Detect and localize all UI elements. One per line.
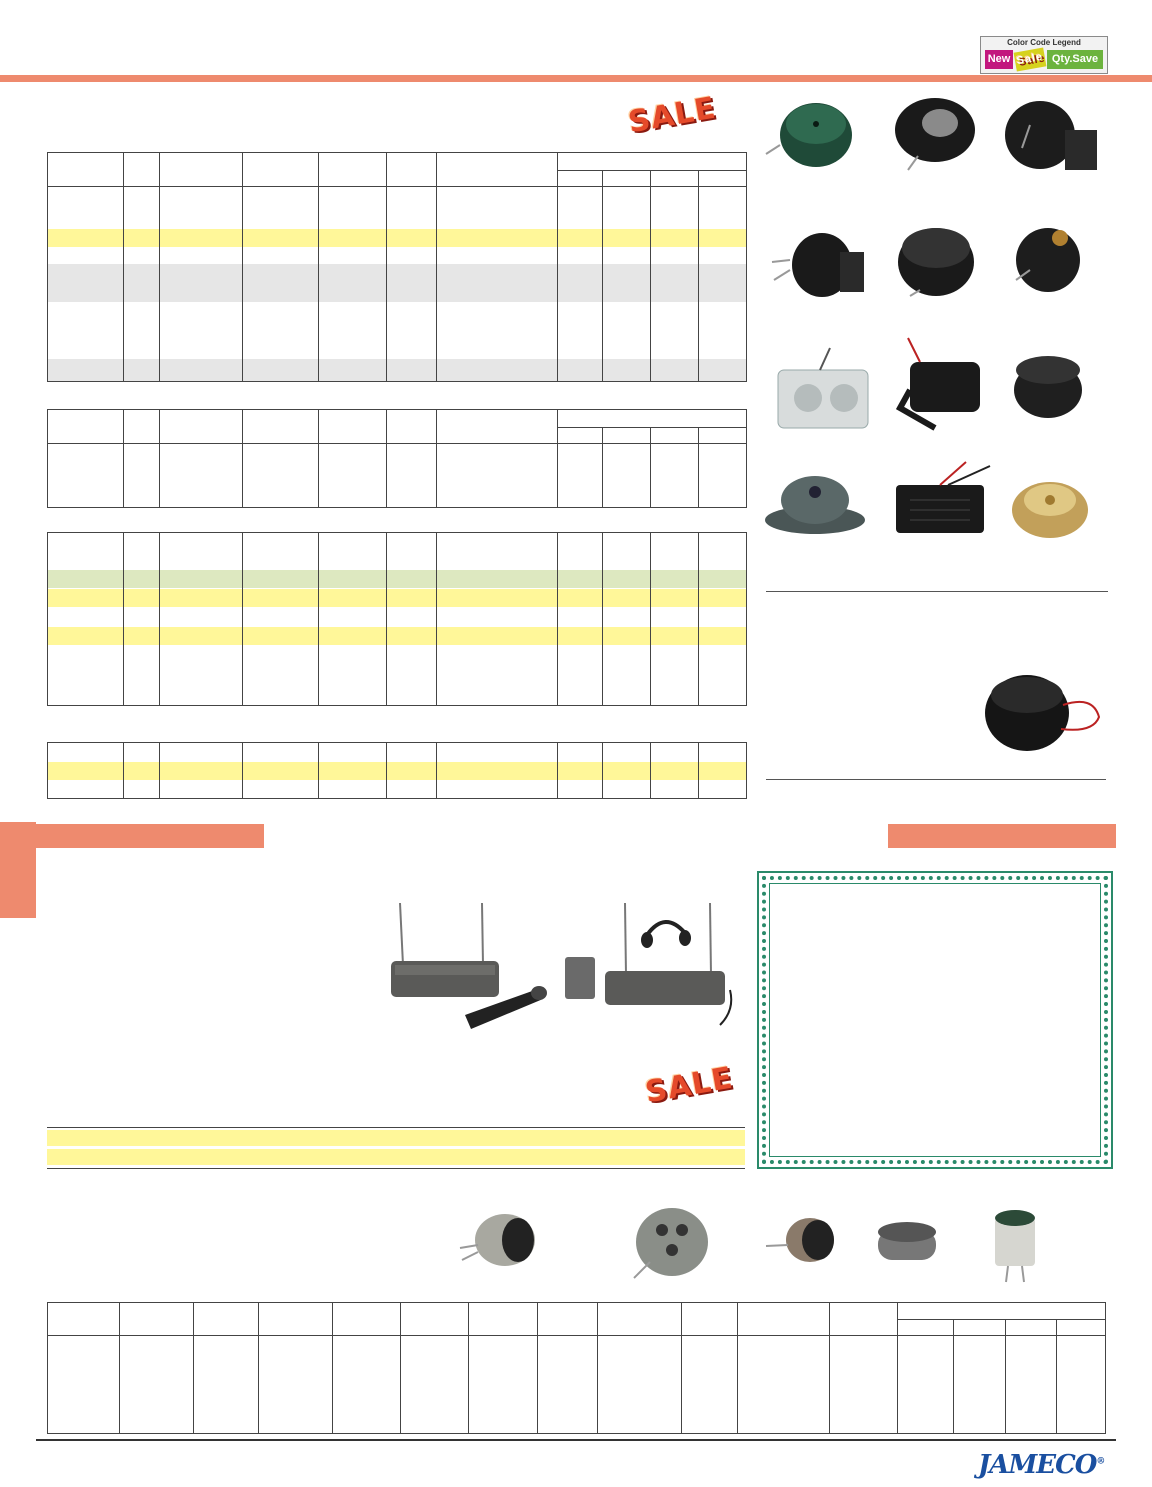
mic-capsule-photos bbox=[450, 1200, 1050, 1290]
greek-key-bordered-box bbox=[757, 871, 1113, 1169]
black-buzzer-bracket-photo bbox=[1005, 101, 1097, 170]
black-piezo-photo bbox=[895, 98, 975, 170]
divider bbox=[766, 779, 1106, 780]
registered-mark: ® bbox=[1096, 1456, 1105, 1467]
siren-bracket-photo bbox=[900, 338, 980, 428]
side-tab bbox=[0, 822, 36, 918]
black-box-buzzer-photo bbox=[896, 462, 990, 533]
black-round-buzzer-photo bbox=[898, 228, 974, 296]
buzzer-table-1 bbox=[47, 152, 747, 382]
sale-badge-top: SALE bbox=[625, 90, 719, 141]
electret-mic-1-photo bbox=[460, 1214, 535, 1266]
wireless-mic-table bbox=[47, 1127, 745, 1169]
buzzer-table-3 bbox=[47, 532, 747, 706]
color-code-legend bbox=[980, 36, 1108, 74]
mic-capsule-table bbox=[47, 1302, 1106, 1434]
gray-dual-siren-photo bbox=[778, 348, 868, 428]
legend-qty-save-chip: Qty.Save bbox=[1047, 50, 1103, 69]
sale-badge-mid: SALE bbox=[642, 1060, 736, 1111]
row-sale bbox=[47, 1149, 745, 1165]
section-bar-right bbox=[888, 824, 1116, 848]
legend-new-chip: New bbox=[985, 50, 1013, 69]
row-sale bbox=[48, 762, 746, 780]
row-sale bbox=[48, 627, 746, 645]
wireless-mic-photos bbox=[385, 895, 750, 1045]
row-sale bbox=[47, 1130, 745, 1146]
electret-mic-3-photo bbox=[766, 1218, 834, 1262]
metal-transducer-photo bbox=[1012, 482, 1088, 538]
buzzer-photo-grid bbox=[760, 90, 1110, 550]
wireless-headset-mic-system-photo bbox=[565, 903, 731, 1025]
section-bar-left bbox=[36, 824, 264, 848]
legend-sale-chip: Sale bbox=[1014, 48, 1047, 72]
electret-mic-2-photo bbox=[634, 1208, 708, 1278]
gray-flange-buzzer-photo bbox=[765, 476, 865, 534]
buzzer-table-2 bbox=[47, 409, 747, 508]
divider bbox=[766, 591, 1108, 592]
row-sale bbox=[48, 589, 746, 607]
row-sale bbox=[48, 229, 746, 247]
wireless-handheld-mic-system-photo bbox=[391, 903, 547, 1029]
trimmer-buzzer-photo bbox=[1016, 228, 1080, 292]
black-buzzer-pins-photo bbox=[772, 233, 864, 297]
buzzer-table-4 bbox=[47, 742, 747, 799]
black-transducer-photo bbox=[1014, 356, 1082, 418]
green-buzzer-photo bbox=[766, 103, 852, 167]
price-header-divider bbox=[557, 170, 746, 171]
top-accent-bar bbox=[0, 75, 1152, 82]
electret-mic-5-photo bbox=[995, 1210, 1035, 1282]
electret-mic-4-photo bbox=[878, 1222, 936, 1260]
logo-text: JAMECO bbox=[978, 1450, 1097, 1480]
row-gray bbox=[48, 264, 746, 302]
footer-line bbox=[36, 1439, 1116, 1441]
black-wired-buzzer-photo bbox=[975, 665, 1105, 760]
row-qty-save bbox=[48, 570, 746, 588]
row-gray bbox=[48, 359, 746, 381]
header-divider bbox=[48, 186, 746, 187]
legend-title: Color Code Legend bbox=[1007, 38, 1081, 47]
jameco-logo bbox=[978, 1450, 1104, 1480]
